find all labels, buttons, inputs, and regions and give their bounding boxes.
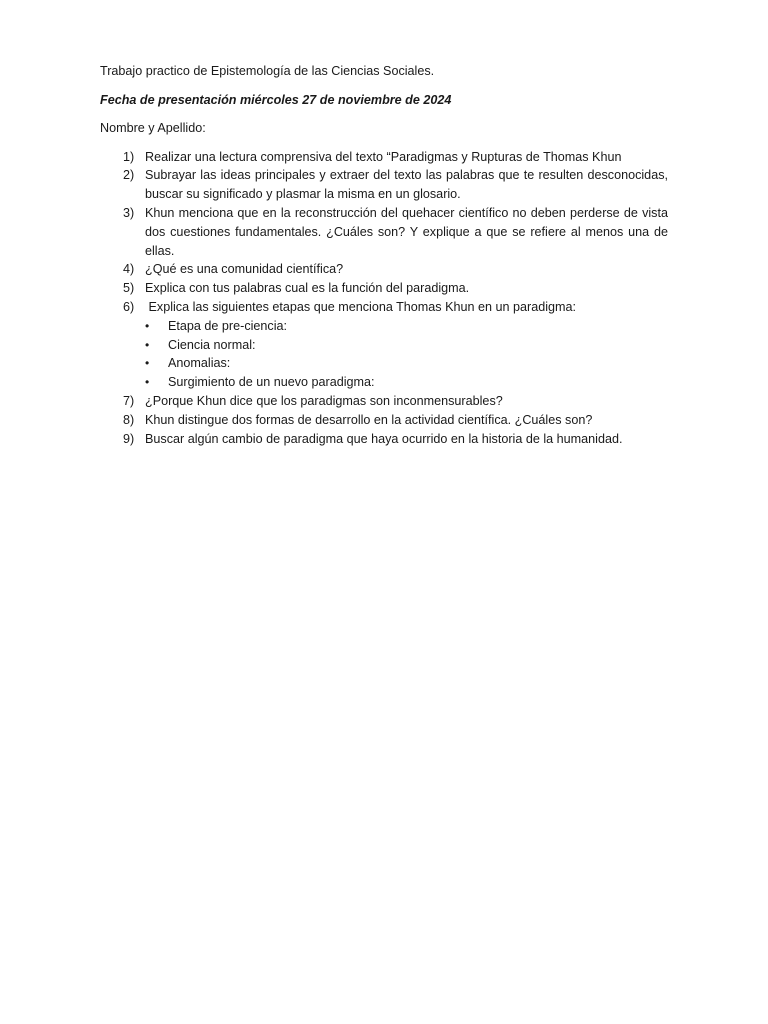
item-number: 9) xyxy=(123,431,135,446)
item-text: Explica las siguientes etapas que menciona Thomas Khun en un paradigma: xyxy=(145,299,577,314)
stage-item xyxy=(145,336,668,355)
item-text: Subrayar las ideas principales y extraer del texto las palabras que te resulten desconocidas, buscar su significado y plasmar la misma en un glosario. xyxy=(145,168,668,202)
bullet-icon: • xyxy=(145,337,150,352)
stage-item xyxy=(145,373,668,392)
item-number: 1) xyxy=(123,149,135,164)
bullet-icon: • xyxy=(145,375,150,390)
task-list xyxy=(100,148,668,449)
item-text: Khun menciona que en la reconstrucción del quehacer científico no deben perderse de vista dos cuestiones fundamentales. ¿Cuáles son? Y explique a que se refiere al menos una de ellas. xyxy=(145,205,668,258)
item-number: 4) xyxy=(123,262,135,277)
item-number: 7) xyxy=(123,393,135,408)
item-number: 8) xyxy=(123,412,135,427)
item-text: Buscar algún cambio de paradigma que haya ocurrido en la historia de la humanidad. xyxy=(145,431,623,446)
bullet-icon: • xyxy=(145,318,150,333)
list-item xyxy=(100,392,668,411)
item-text: Khun distingue dos formas de desarrollo en la actividad científica. ¿Cuáles son? xyxy=(145,412,593,427)
list-item xyxy=(100,279,668,298)
stage-text: Ciencia normal: xyxy=(168,337,256,352)
item-number: 5) xyxy=(123,281,135,296)
stage-item xyxy=(145,354,668,373)
stage-list xyxy=(145,317,668,392)
document-page xyxy=(100,62,668,448)
item-text: ¿Qué es una comunidad científica? xyxy=(145,262,344,277)
list-item xyxy=(100,298,668,392)
item-text: Realizar una lectura comprensiva del texto “Paradigmas y Rupturas de Thomas Khun xyxy=(145,149,622,164)
name-label: Nombre y Apellido: xyxy=(100,121,206,136)
list-item xyxy=(100,148,668,167)
stage-item xyxy=(145,317,668,336)
item-text: ¿Porque Khun dice que los paradigmas son inconmensurables? xyxy=(145,393,503,408)
list-item xyxy=(100,411,668,430)
item-text: Explica con tus palabras cual es la función del paradigma. xyxy=(145,281,470,296)
stage-text: Anomalias: xyxy=(168,356,231,371)
stage-text: Surgimiento de un nuevo paradigma: xyxy=(168,375,375,390)
item-number: 6) xyxy=(123,299,135,314)
list-item xyxy=(100,166,668,204)
item-number: 2) xyxy=(123,168,135,183)
bullet-icon: • xyxy=(145,356,150,371)
presentation-date: Fecha de presentación miércoles 27 de noviembre de 2024 xyxy=(100,92,452,107)
list-item xyxy=(100,430,668,449)
document-title: Trabajo practico de Epistemología de las Ciencias Sociales. xyxy=(100,64,435,78)
list-item xyxy=(100,260,668,279)
item-number: 3) xyxy=(123,205,135,220)
stage-text: Etapa de pre-ciencia: xyxy=(168,318,288,333)
list-item xyxy=(100,204,668,260)
